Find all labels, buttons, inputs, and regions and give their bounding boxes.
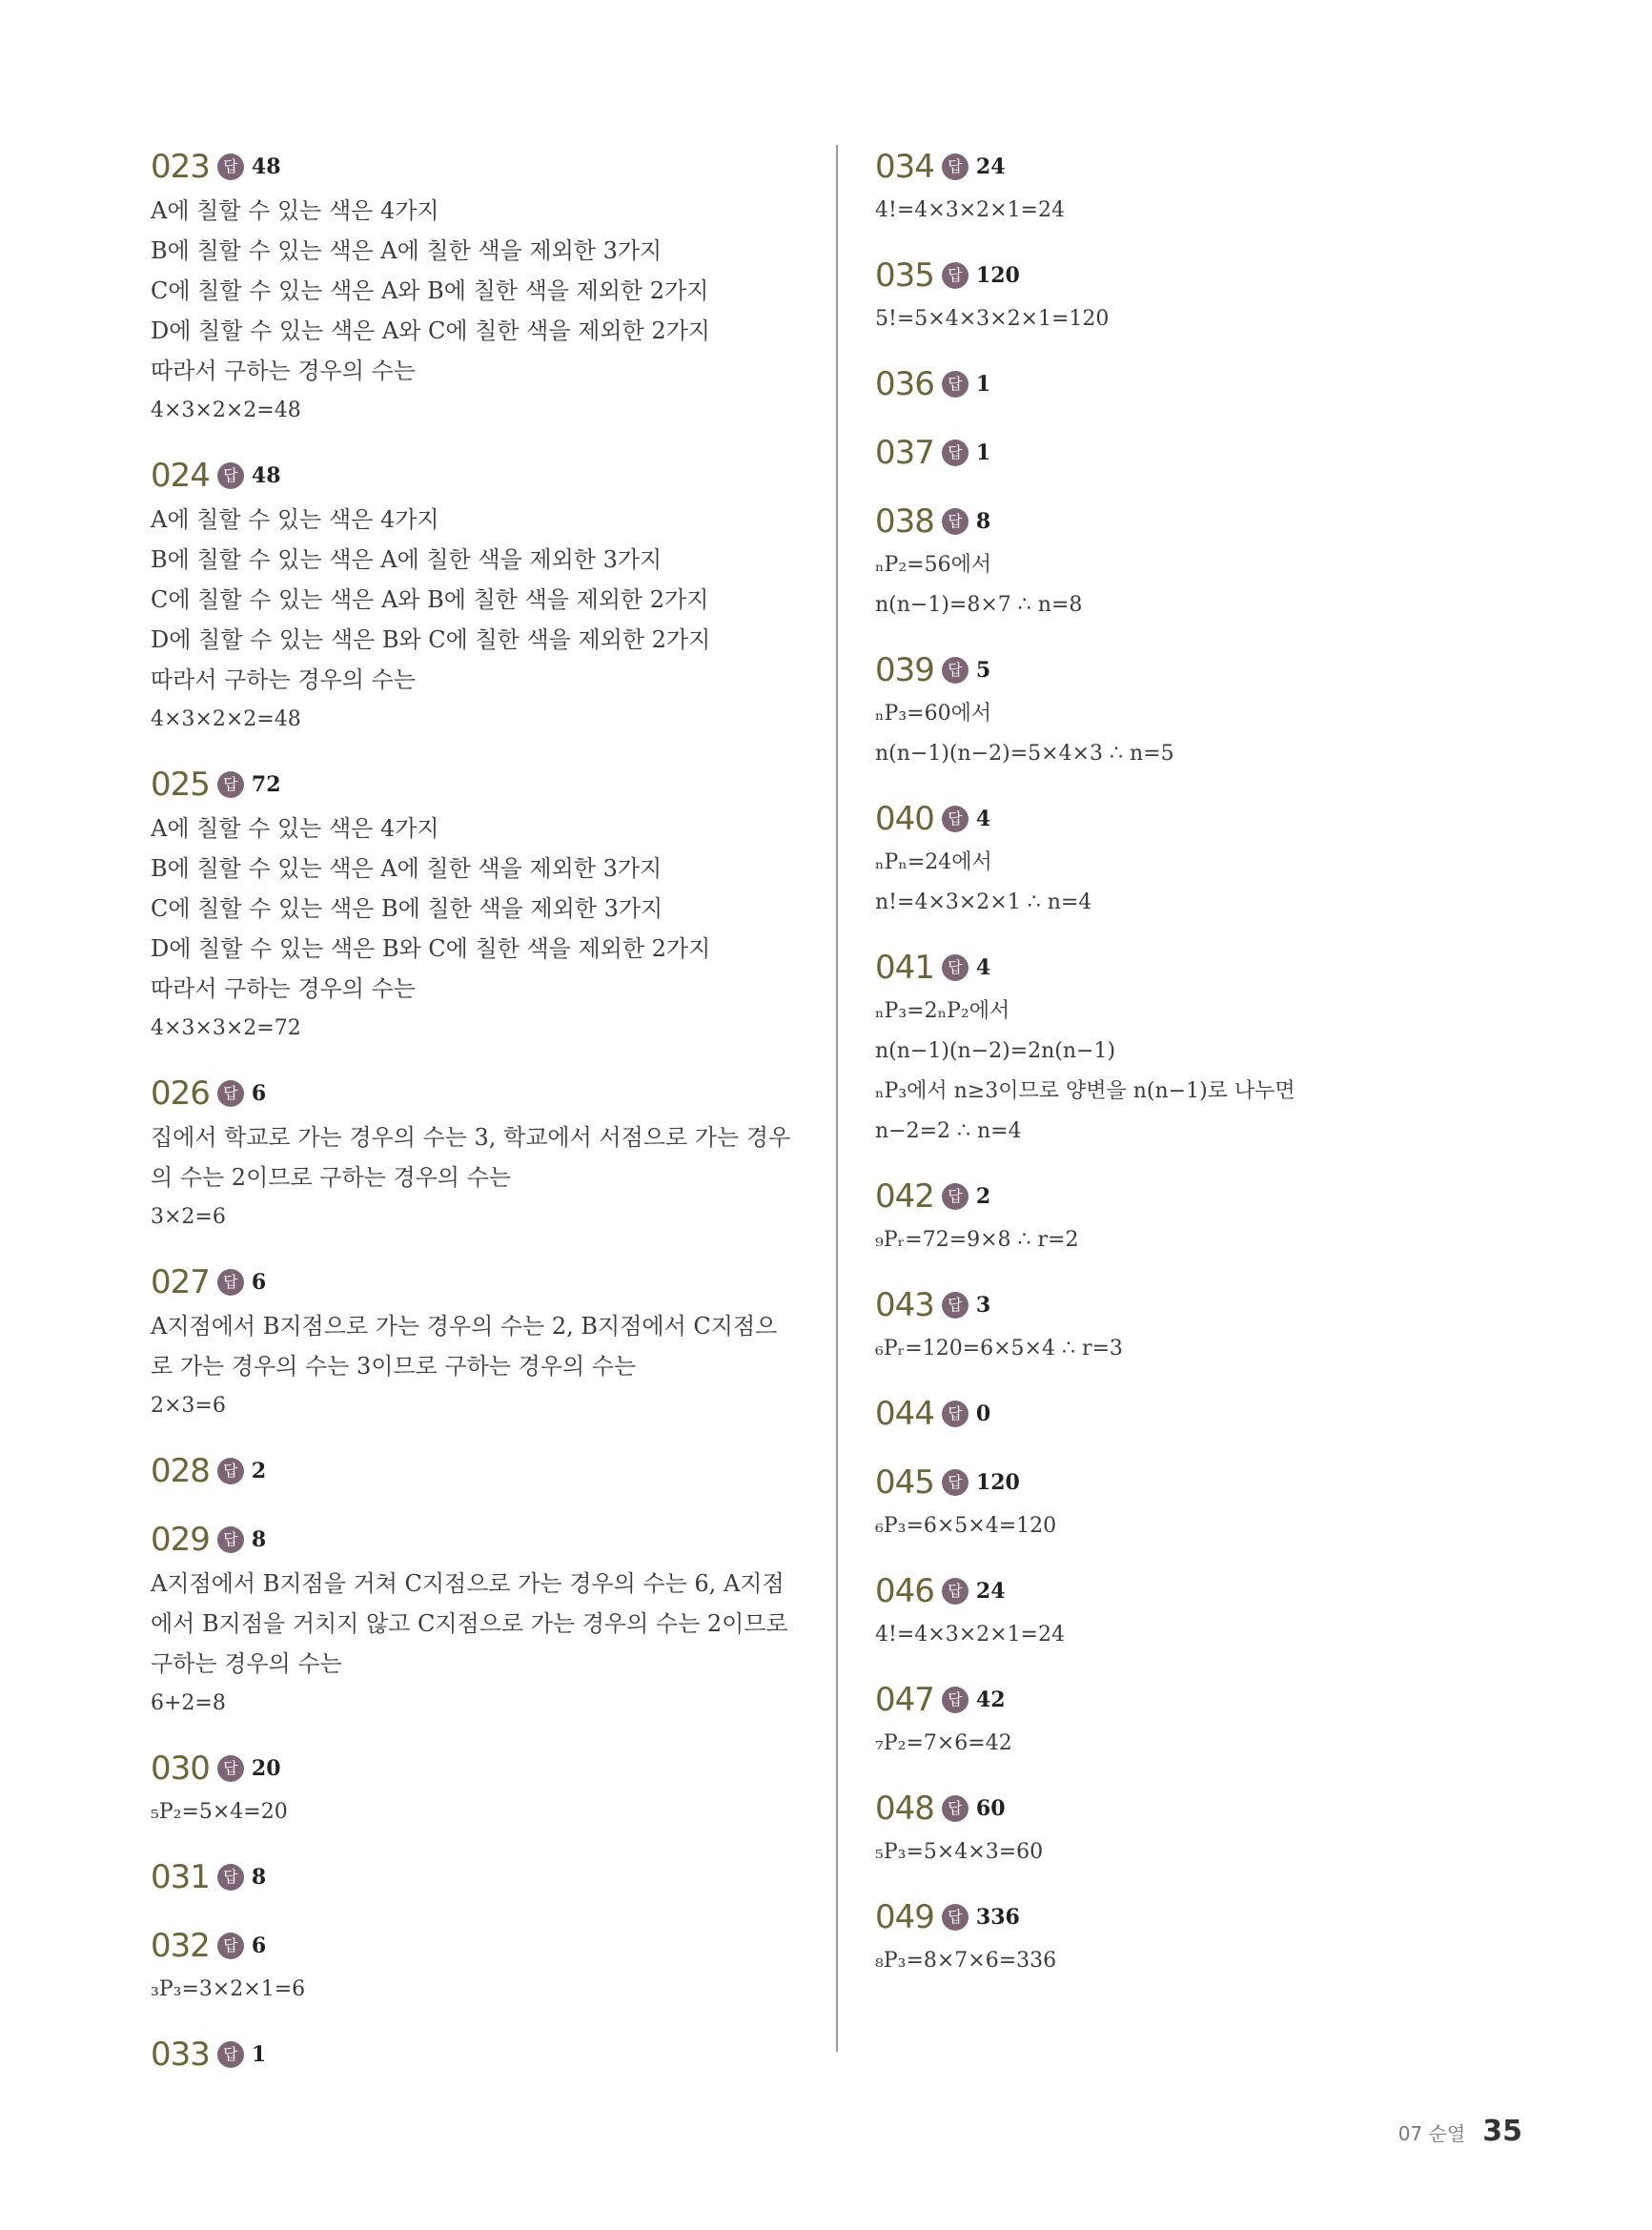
problem-036 <box>875 360 1409 408</box>
solution-line: D에 칠할 수 있는 색은 A와 C에 칠한 색을 제외한 2가지 <box>151 317 710 344</box>
problem-header <box>875 360 1409 408</box>
solution-line: 구하는 경우의 수는 <box>151 1650 342 1677</box>
solution-line: D에 칠할 수 있는 색은 B와 C에 칠한 색을 제외한 2가지 <box>151 935 711 962</box>
problem-044 <box>875 1390 1409 1438</box>
solution-line: 에서 B지점을 거치지 않고 C지점으로 가는 경우의 수는 2이므로 <box>151 1610 788 1637</box>
answer-badge-icon: 답 <box>217 1080 244 1107</box>
solution-line: ₆Pᵣ=120=6×5×4 ∴ r=3 <box>875 1337 1123 1361</box>
solution-line: ₈P₃=8×7×6=336 <box>875 1949 1057 1973</box>
answer-badge-icon: 답 <box>217 1933 244 1959</box>
problem-number: 042 <box>875 1177 934 1216</box>
solution-line: ₇P₂=7×6=42 <box>875 1731 1012 1755</box>
page-number: 35 <box>1482 2115 1522 2148</box>
solution-line: 5!=5×4×3×2×1=120 <box>875 307 1110 331</box>
problem-029 <box>151 1516 808 1724</box>
problem-045 <box>875 1459 1409 1546</box>
problem-035 <box>875 252 1409 339</box>
problem-number: 028 <box>151 1452 210 1490</box>
problem-number: 048 <box>875 1790 934 1828</box>
solution-line: A지점에서 B지점으로 가는 경우의 수는 2, B지점에서 C지점으 <box>151 1313 778 1340</box>
problem-number: 025 <box>151 766 210 804</box>
answer-badge-icon: 답 <box>217 462 244 489</box>
right-column <box>875 143 1409 2002</box>
problem-number: 024 <box>151 457 210 495</box>
problem-header <box>151 2031 808 2078</box>
solution-line: B에 칠할 수 있는 색은 A에 칠한 색을 제외한 3가지 <box>151 855 663 882</box>
problem-header <box>151 1447 808 1495</box>
answer-value: 48 <box>251 463 281 488</box>
answer-value: 8 <box>251 1865 267 1890</box>
answer-value: 6 <box>251 1270 267 1295</box>
solution-line: 4!=4×3×2×1=24 <box>875 198 1065 222</box>
problem-header <box>151 143 808 191</box>
solution-line: n!=4×3×2×1 ∴ n=4 <box>875 890 1092 914</box>
problem-header <box>875 429 1409 477</box>
problem-038 <box>875 498 1409 625</box>
problem-header <box>151 1853 808 1901</box>
answer-badge-icon: 답 <box>942 1292 969 1319</box>
answer-badge-icon: 답 <box>942 657 969 684</box>
problem-header <box>151 761 808 808</box>
problem-number: 032 <box>151 1927 210 1965</box>
answer-badge-icon: 답 <box>217 1526 244 1553</box>
solution-line: n(n−1)=8×7 ∴ n=8 <box>875 593 1083 617</box>
solution-line: 따라서 구하는 경우의 수는 <box>151 666 416 693</box>
problem-037 <box>875 429 1409 477</box>
problem-header <box>151 1070 808 1117</box>
problem-number: 041 <box>875 949 934 987</box>
problem-046 <box>875 1567 1409 1655</box>
problem-number: 030 <box>151 1749 210 1788</box>
problem-number: 036 <box>875 365 934 403</box>
answer-badge-icon: 답 <box>217 1269 244 1296</box>
problem-number: 027 <box>151 1263 210 1301</box>
problem-header <box>151 452 808 500</box>
answer-value: 60 <box>975 1796 1006 1821</box>
answer-value: 120 <box>975 263 1020 288</box>
problem-header <box>151 1922 808 1970</box>
problem-header <box>875 1281 1409 1329</box>
problem-number: 031 <box>151 1858 210 1896</box>
answer-value: 336 <box>975 1905 1020 1930</box>
problem-048 <box>875 1785 1409 1872</box>
problem-header <box>875 1785 1409 1832</box>
answer-badge-icon: 답 <box>942 1578 969 1605</box>
answer-badge-icon: 답 <box>217 1755 244 1782</box>
problem-039 <box>875 646 1409 774</box>
answer-value: 6 <box>251 1933 267 1958</box>
answer-badge-icon: 답 <box>217 1864 244 1891</box>
answer-value: 72 <box>251 772 281 797</box>
solution-line: ₙP₃에서 n≥3이므로 양변을 n(n−1)로 나누면 <box>875 1079 1295 1103</box>
solution-line: 2×3=6 <box>151 1394 226 1418</box>
problem-number: 033 <box>151 2036 210 2074</box>
problem-028 <box>151 1447 808 1495</box>
answer-value: 5 <box>975 658 991 683</box>
solution-line: C에 칠할 수 있는 색은 B에 칠한 색을 제외한 3가지 <box>151 895 663 922</box>
answer-value: 24 <box>975 154 1006 179</box>
problem-033 <box>151 2031 808 2078</box>
problem-number: 046 <box>875 1572 934 1610</box>
solution-line: ₆P₃=6×5×4=120 <box>875 1514 1057 1538</box>
problem-number: 045 <box>875 1463 934 1502</box>
answer-badge-icon: 답 <box>942 262 969 289</box>
problem-042 <box>875 1173 1409 1260</box>
problem-047 <box>875 1676 1409 1764</box>
answer-value: 3 <box>975 1293 991 1318</box>
answer-badge-icon: 답 <box>942 1795 969 1822</box>
solution-line: n(n−1)(n−2)=5×4×3 ∴ n=5 <box>875 742 1174 766</box>
answer-badge-icon: 답 <box>942 1401 969 1427</box>
page-footer <box>1398 2115 1522 2148</box>
answer-value: 6 <box>251 1081 267 1106</box>
column-divider <box>836 145 838 2052</box>
answer-value: 4 <box>975 807 991 831</box>
answer-value: 48 <box>251 154 281 179</box>
solution-line: ₃P₃=3×2×1=6 <box>151 1977 306 2001</box>
problem-number: 043 <box>875 1286 934 1324</box>
problem-041 <box>875 944 1409 1152</box>
answer-value: 1 <box>251 2042 267 2067</box>
solution-line: 4!=4×3×2×1=24 <box>875 1623 1065 1647</box>
problem-027 <box>151 1258 808 1426</box>
solution-line: ₉Pᵣ=72=9×8 ∴ r=2 <box>875 1228 1079 1252</box>
problem-030 <box>151 1745 808 1832</box>
problem-031 <box>151 1853 808 1901</box>
answer-badge-icon: 답 <box>217 771 244 798</box>
solution-line: 4×3×3×2=72 <box>151 1016 301 1040</box>
solution-line: ₙP₂=56에서 <box>875 553 992 577</box>
answer-value: 8 <box>975 509 991 534</box>
problem-header <box>875 795 1409 843</box>
answer-badge-icon: 답 <box>942 1183 969 1210</box>
solution-line: n(n−1)(n−2)=2n(n−1) <box>875 1039 1116 1063</box>
solution-line: 의 수는 2이므로 구하는 경우의 수는 <box>151 1164 511 1191</box>
answer-value: 42 <box>975 1688 1006 1712</box>
left-column <box>151 143 808 2099</box>
solution-line: 4×3×2×2=48 <box>151 707 301 731</box>
solution-line: ₙP₃=60에서 <box>875 702 992 726</box>
problem-number: 039 <box>875 651 934 689</box>
solution-line: C에 칠할 수 있는 색은 A와 B에 칠한 색을 제외한 2가지 <box>151 277 709 304</box>
answer-badge-icon: 답 <box>942 954 969 981</box>
problem-number: 026 <box>151 1074 210 1113</box>
problem-header <box>875 1676 1409 1724</box>
answer-value: 24 <box>975 1579 1006 1604</box>
problem-024 <box>151 452 808 740</box>
answer-badge-icon: 답 <box>217 1458 244 1484</box>
answer-badge-icon: 답 <box>942 508 969 535</box>
answer-badge-icon: 답 <box>217 153 244 180</box>
problem-number: 047 <box>875 1681 934 1719</box>
solution-line: 로 가는 경우의 수는 3이므로 구하는 경우의 수는 <box>151 1353 637 1380</box>
answer-badge-icon: 답 <box>942 1687 969 1713</box>
problem-header <box>875 1567 1409 1615</box>
solution-line: ₙPₙ=24에서 <box>875 850 992 874</box>
answer-badge-icon: 답 <box>942 371 969 398</box>
problem-header <box>151 1745 808 1792</box>
answer-value: 1 <box>975 440 991 465</box>
answer-badge-icon: 답 <box>942 153 969 180</box>
answer-value: 1 <box>975 372 991 397</box>
solution-line: A지점에서 B지점을 거쳐 C지점으로 가는 경우의 수는 6, A지점 <box>151 1570 785 1597</box>
problem-header <box>875 143 1409 191</box>
answer-value: 4 <box>975 955 991 980</box>
solution-line: 6+2=8 <box>151 1691 226 1715</box>
answer-value: 8 <box>251 1527 267 1552</box>
problem-header <box>875 1459 1409 1506</box>
answer-badge-icon: 답 <box>942 1904 969 1931</box>
problem-025 <box>151 761 808 1049</box>
problem-023 <box>151 143 808 431</box>
solution-line: B에 칠할 수 있는 색은 A에 칠한 색을 제외한 3가지 <box>151 237 663 264</box>
solution-line: A에 칠할 수 있는 색은 4가지 <box>151 197 439 224</box>
problem-043 <box>875 1281 1409 1369</box>
problem-number: 038 <box>875 502 934 541</box>
answer-badge-icon: 답 <box>217 2041 244 2068</box>
problem-049 <box>875 1893 1409 1981</box>
problem-header <box>151 1516 808 1564</box>
solution-line: ₙP₃=2ₙP₂에서 <box>875 999 1010 1023</box>
answer-value: 2 <box>975 1184 991 1209</box>
problem-number: 049 <box>875 1898 934 1936</box>
problem-number: 029 <box>151 1521 210 1559</box>
solution-line: B에 칠할 수 있는 색은 A에 칠한 색을 제외한 3가지 <box>151 546 663 573</box>
chapter-label: 07 순열 <box>1397 2122 1466 2145</box>
solution-line: A에 칠할 수 있는 색은 4가지 <box>151 815 439 842</box>
solution-line: ₅P₂=5×4=20 <box>151 1800 288 1824</box>
solution-line: C에 칠할 수 있는 색은 A와 B에 칠한 색을 제외한 2가지 <box>151 586 709 613</box>
problem-number: 035 <box>875 256 934 295</box>
problem-header <box>875 1893 1409 1941</box>
solution-line: 따라서 구하는 경우의 수는 <box>151 358 416 384</box>
solution-line: 따라서 구하는 경우의 수는 <box>151 975 416 1002</box>
problem-026 <box>151 1070 808 1238</box>
solution-line: 3×2=6 <box>151 1205 226 1229</box>
problem-032 <box>151 1922 808 2010</box>
answer-badge-icon: 답 <box>942 440 969 466</box>
solution-line: D에 칠할 수 있는 색은 B와 C에 칠한 색을 제외한 2가지 <box>151 626 711 653</box>
problem-number: 023 <box>151 148 210 186</box>
problem-number: 034 <box>875 148 934 186</box>
solution-line: ₅P₃=5×4×3=60 <box>875 1840 1044 1864</box>
problem-034 <box>875 143 1409 231</box>
problem-header <box>875 498 1409 545</box>
problem-header <box>875 944 1409 992</box>
problem-number: 040 <box>875 800 934 838</box>
answer-value: 20 <box>251 1756 281 1781</box>
solution-line: A에 칠할 수 있는 색은 4가지 <box>151 506 439 533</box>
answer-value: 2 <box>251 1459 267 1483</box>
answer-value: 0 <box>975 1401 991 1426</box>
problem-header <box>875 1390 1409 1438</box>
solution-line: 집에서 학교로 가는 경우의 수는 3, 학교에서 서점으로 가는 경우 <box>151 1124 791 1151</box>
solution-line: n−2=2 ∴ n=4 <box>875 1119 1022 1143</box>
problem-header <box>151 1258 808 1306</box>
answer-badge-icon: 답 <box>942 806 969 832</box>
answer-badge-icon: 답 <box>942 1469 969 1496</box>
solution-line: 4×3×2×2=48 <box>151 399 301 422</box>
problem-number: 044 <box>875 1395 934 1433</box>
problem-number: 037 <box>875 434 934 472</box>
problem-header <box>875 1173 1409 1220</box>
problem-header <box>875 252 1409 299</box>
answer-value: 120 <box>975 1470 1020 1495</box>
problem-header <box>875 646 1409 694</box>
problem-040 <box>875 795 1409 923</box>
